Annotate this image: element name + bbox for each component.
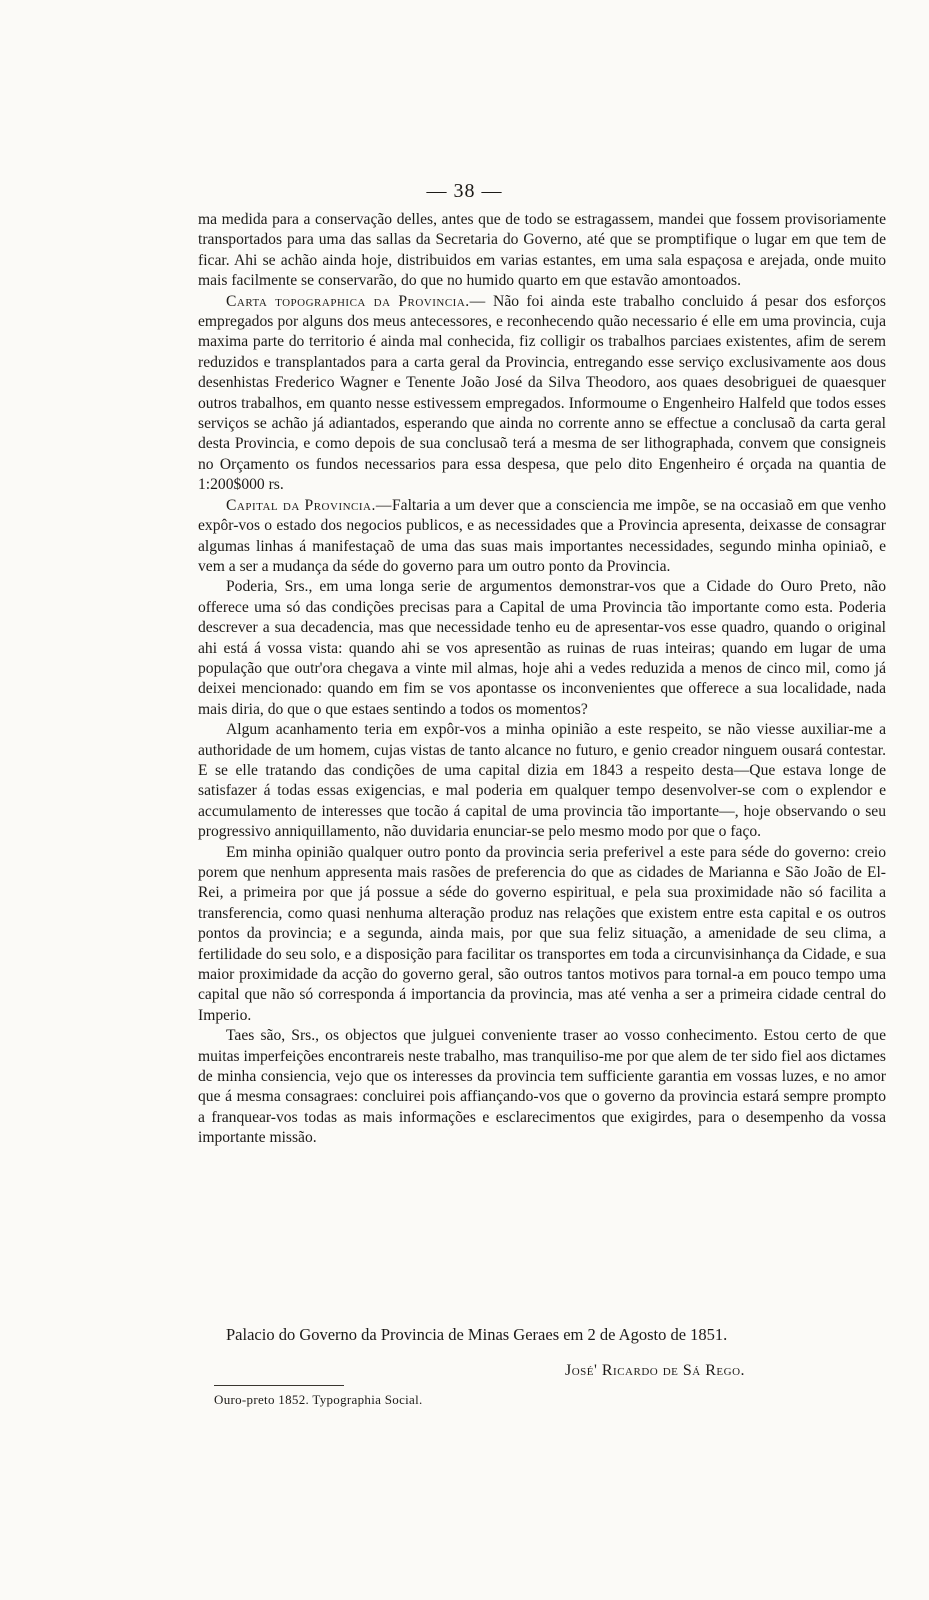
paragraph-text: Faltaria a um dever que a consciencia me impõe, se na occasiaõ em que venho expôr-vos o estado dos negocios publicos, e as necessidades que a Provincia apresenta, deixasse de consagrar algumas linhas á manifestaçaõ de uma das suas mais importantes necessidades, segundo minha opiniaõ, e vem a ser a mudança da séde do governo para um outro ponto da Provincia. — [198, 496, 886, 575]
signature: José' Ricardo de Sá Rego. — [565, 1362, 746, 1379]
paragraph-text: Taes são, Srs., os objectos que julguei conveniente traser ao vosso conhecimento. Estou certo de que muitas imperfeições encontrareis neste trabalho, mas tranquiliso-me por que alem de ter sido fiel aos dictames de minha consiencia, vejo que os interesses da provincia tem sufficiente garantia em vossas luzes, e no amor que á mesma consagraes: concluirei pois affiançando-vos que o governo da provincia estará sempre prompto a franquear-vos todas as mais informações e esclarecimentos que exigirdes, para o desempenho da vossa importante missão. — [198, 1027, 886, 1147]
paragraph-text: Em minha opinião qualquer outro ponto da provincia seria preferivel a este para séde do governo: creio porem que nenhum appresenta mais rasões de preferencia do que as cidades de Marianna e São João de El-Rei, a primeira por que já possue a séde do governo espiritual, e pela sua proximidade não só facilita a transferencia, como quasi nenhuma alteração produz nas relações que existem entre esta capital e os outros pontos da provincia; e a segunda, ainda mais, por que sua feliz situação, a amenidade de seu clima, a fertilidade do seu solo, e a disposição para facilitar os transportes em toda a circunvisinhança da Cidade, e sua maior proximidade da acção do governo geral, são outros tantos motivos para tornal-a em pouco tempo uma capital que não só corresponda á importancia da provincia, mas até venha a ser a primeira cidade central do Imperio. — [198, 843, 886, 1024]
printer-imprint: Ouro-preto 1852. Typographia Social. — [214, 1392, 423, 1407]
paragraph-7 — [198, 1026, 886, 1148]
closing-date-line: Palacio do Governo da Provincia de Minas Geraes em 2 de Agosto de 1851. — [226, 1325, 728, 1344]
paragraph-4 — [198, 577, 886, 720]
paragraph-5 — [198, 720, 886, 842]
section-heading: Carta topographica da Provincia.— — [226, 292, 486, 310]
paragraph-text: Poderia, Srs., em uma longa serie de argumentos demonstrar-vos que a Cidade do Ouro Preto, não offerece uma só das condições precisas para a Capital de uma Provincia tão importante como esta. Poderia descrever a sua decadencia, mas que necessidade tenho eu de apresentar-vos esse quadro, quando o original ahi está á vossa vista: quando ahi se vos apresentão as ruinas de ruas inteiras; quando em lugar de uma população que outr'ora chegava a vinte mil almas, hoje ahi a vedes reduzida a menos de cinco mil, como já deixei mencionado: quando em fim se vos apontasse os inconvenientes que offerece a sua localidade, nada mais diria, do que o que estaes sentindo a todos os momentos? — [198, 578, 886, 718]
document-body — [198, 210, 886, 1149]
page-number: — 38 — — [426, 180, 503, 202]
paragraph-1 — [198, 210, 886, 292]
paragraph-capital-da-provincia — [198, 496, 886, 578]
paragraph-text: Algum acanhamento teria em expôr-vos a minha opinião a este respeito, se não viesse auxiliar-me a authoridade de um homem, cujas vistas de tanto alcance no futuro, e genio creador ninguem ousará contestar. E se elle tratando das condições de uma capital dizia em 1843 a respeito desta—Que estava longe de satisfazer á todas essas exigencias, e mal poderia em qualquer tempo desenvolver-se com o explendor e accumulamento de interesses que tocão á capital de uma provincia tão importante—, hoje observando o seu progressivo anniquillamento, não duvidaria enunciar-se pelo mesmo modo por que o faço. — [198, 721, 886, 841]
paragraph-text: Não foi ainda este trabalho concluido á pesar dos esforços empregados por alguns dos meus antecessores, e reconhecendo quão necessario é elle em uma provincia, cuja maxima parte do territorio é ainda mal conhecida, fiz colligir os trabalhos parciaes existentes, afim de serem reduzidos e transplantados para a carta geral da Provincia, entregando esse serviço exclusivamente aos dous desenhistas Frederico Wagner e Tenente João José da Silva Theodoro, aos quaes desobriguei de quaesquer outros trabalhos, em quanto nesse estivessem empregados. Informoume o Engenheiro Halfeld que todos esses serviços se achão já adiantados, esperando que ainda no corrente anno se effectue a conclusaõ da carta geral desta Provincia, e como depois de sua conclusaõ terá a mesma de ser lithographada, convem que consigneis no Orçamento os fundos necessarios para essa despesa, que pelo dito Engenheiro é orçada na quantia de 1:200$000 rs. — [198, 292, 886, 494]
paragraph-carta-topographica — [198, 292, 886, 496]
paragraph-6 — [198, 843, 886, 1027]
section-heading: Capital da Provincia.— — [226, 496, 392, 514]
paragraph-text: ma medida para a conservação delles, antes que de todo se estragassem, mandei que fossem provisoriamente transportados para uma das sallas da Secretaria do Governo, até que se promptifique o lugar em que tem de ficar. Ahi se achão ainda hoje, distribuidos em varias estantes, em uma sala espaçosa e arejada, onde muito mais facilmente se conservarão, do que no humido quarto em que estavão amontoados. — [198, 211, 886, 290]
divider — [214, 1385, 344, 1386]
